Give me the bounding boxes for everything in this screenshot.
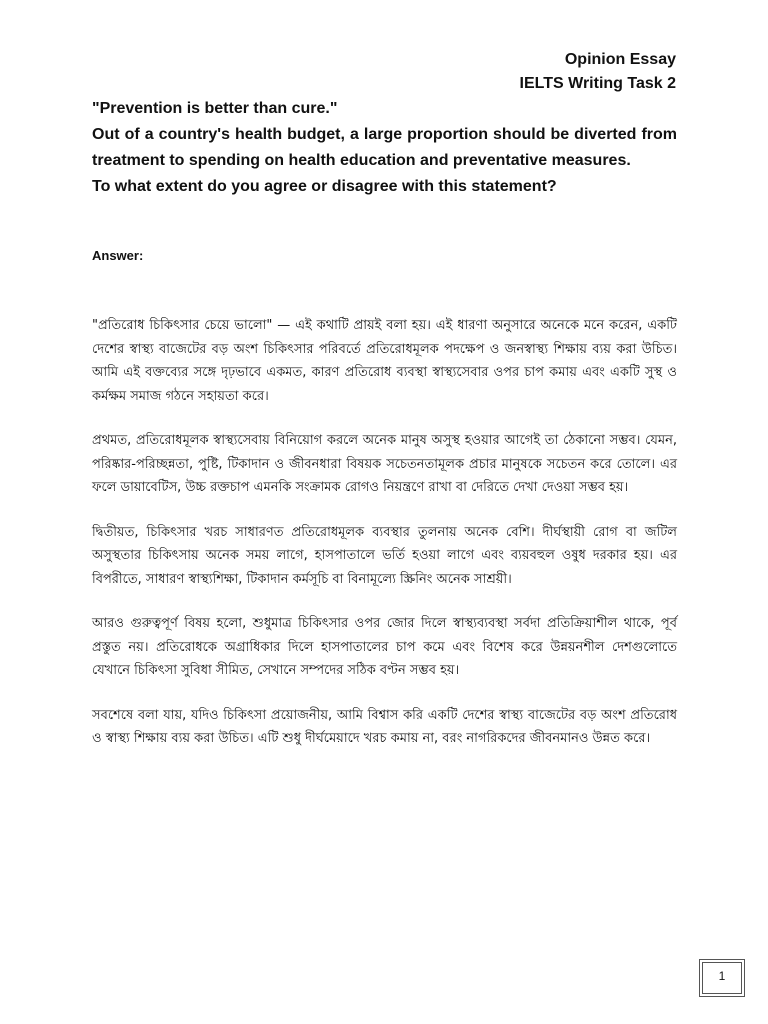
paragraph-third-point: আরও গুরুত্বপূর্ণ বিষয় হলো, শুধুমাত্র চিকিৎসার ওপর জোর দিলে স্বাস্থ্যব্যবস্থা সর্বদা প্রতিক্রিয়াশীল থাকে, পূর্ব প্রস্তুত নয়। প্রতিরোধকে অগ্রাধিকার দিলে হাসপাতালের চাপ কমে এবং বিশেষ করে উন্নয়নশীল দেশগুলোতে যেখানে চিকিৎসা সুবিধা সীমিত, সেখানে সম্পদের সঠিক বণ্টন সম্ভব হয়।: [92, 616, 677, 678]
page-number-box: [699, 959, 745, 997]
paragraph-second-point: দ্বিতীয়ত, চিকিৎসার খরচ সাধারণত প্রতিরোধমূলক ব্যবস্থার তুলনায় অনেক বেশি। দীর্ঘস্থায়ী রোগ বা জটিল অসুস্থতার চিকিৎসায় অনেক সময় লাগে, হাসপাতালে ভর্তি হওয়া লাগে এবং ব্যয়বহুল ওষুধ দরকার হয়। এর বিপরীতে, সাধারণ স্বাস্থ্যশিক্ষা, টিকাদান কর্মসূচি বা বিনামূল্যে স্ক্রিনিং অনেক সাশ্রয়ী।: [92, 524, 677, 587]
page-number: 1: [718, 969, 726, 983]
paragraph-first-point: প্রথমত, প্রতিরোধমূলক স্বাস্থ্যসেবায় বিনিয়োগ করলে অনেক মানুষ অসুস্থ হওয়ার আগেই তা ঠেকানো সম্ভব। যেমন, পরিষ্কার-পরিচ্ছন্নতা, পুষ্টি, টিকাদান ও জীবনধারা বিষয়ক সচেতনতামূলক প্রচার মানুষকে সচেতন করে তোলে। এর ফলে ডায়াবেটিস, উচ্চ রক্তচাপ এমনকি সংক্রামক রোগও নিয়ন্ত্রণে রাখা বা দেরিতে দেখা দেওয়া সম্ভব হয়।: [92, 433, 677, 495]
prompt-quote: "Prevention is better than cure.": [92, 100, 338, 117]
paragraph-conclusion: সবশেষে বলা যায়, যদিও চিকিৎসা প্রয়োজনীয়, আমি বিশ্বাস করি একটি দেশের স্বাস্থ্য বাজেটের বড় অংশ প্রতিরোধ ও স্বাস্থ্য শিক্ষায় ব্যয় করা উচিত। এটি শুধু দীর্ঘমেয়াদে খরচ কমায় না, বরং নাগরিকদের জীবনমানও উন্নত করে।: [92, 707, 677, 746]
prompt-question: To what extent do you agree or disagree with this statement?: [92, 178, 557, 195]
task-title: IELTS Writing Task 2: [519, 75, 676, 92]
essay-body: [92, 314, 677, 772]
document-header: [520, 48, 676, 96]
essay-prompt: [92, 96, 677, 200]
prompt-statement: Out of a country's health budget, a large proportion should be diverted from treatment to spending on health education and preventative measures.: [92, 126, 677, 169]
answer-label: Answer:: [92, 248, 144, 263]
paragraph-introduction: "প্রতিরোধ চিকিৎসার চেয়ে ভালো" — এই কথাটি প্রায়ই বলা হয়। এই ধারণা অনুসারে অনেকে মনে করেন, একটি দেশের স্বাস্থ্য বাজেটের বড় অংশ চিকিৎসার পরিবর্তে প্রতিরোধমূলক পদক্ষেপ ও জনস্বাস্থ্য শিক্ষায় ব্যয় করা উচিত। আমি এই বক্তব্যের সঙ্গে দৃঢ়ভাবে একমত, কারণ প্রতিরোধ ব্যবস্থা স্বাস্থ্যসেবার ওপর চাপ কমায় এবং একটি সুস্থ ও কর্মক্ষম সমাজ গঠনে সহায়তা করে।: [92, 318, 677, 404]
essay-type-title: Opinion Essay: [564, 51, 676, 68]
